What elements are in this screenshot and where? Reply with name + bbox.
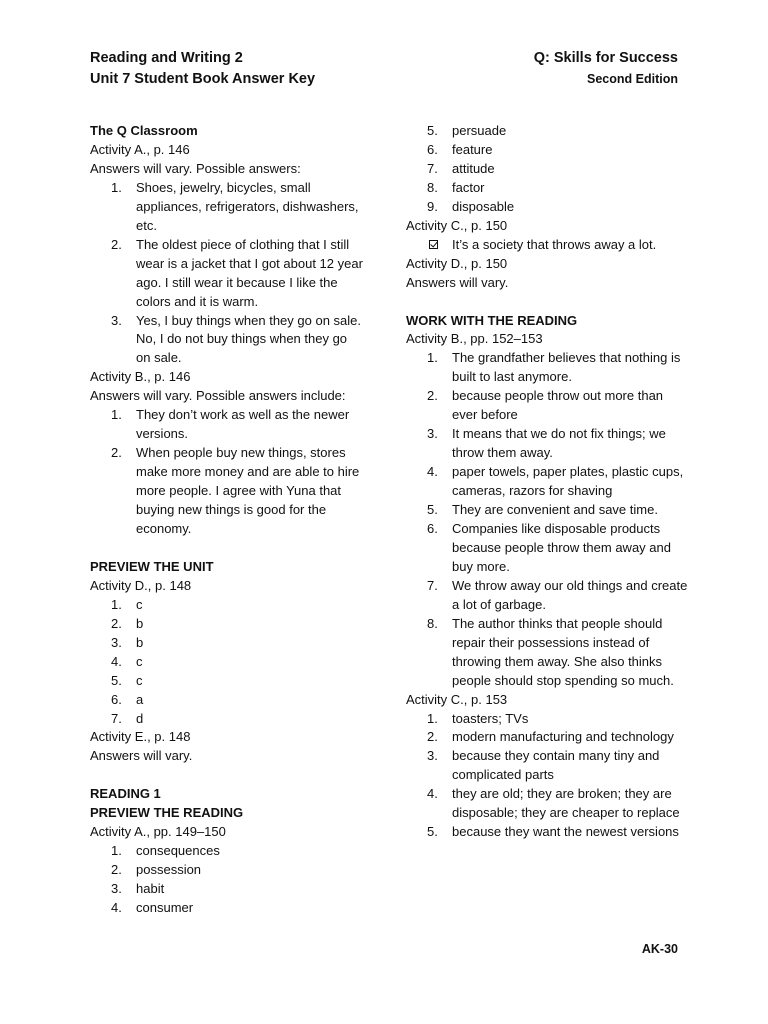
section-subheading: PREVIEW THE READING: [90, 805, 244, 821]
checkbox-checked-icon: [429, 240, 438, 249]
item-number: 6.: [111, 691, 122, 707]
item-number: 4.: [111, 900, 122, 916]
list-item: [406, 179, 688, 198]
item-text: b: [136, 615, 144, 631]
item-number: 1.: [111, 179, 122, 195]
list-item: [406, 747, 688, 785]
item-text: paper towels, paper plates, plastic cups, cameras, razors for shaving: [452, 464, 684, 499]
item-text: c: [136, 672, 143, 688]
item-text: It means that we do not fix things; we throw them away.: [452, 426, 666, 461]
list-item: [406, 122, 688, 141]
item-number: 3.: [111, 634, 122, 650]
item-text: habit: [136, 881, 165, 897]
item-number: 9.: [427, 198, 438, 214]
item-text: disposable: [452, 198, 515, 214]
item-text: attitude: [452, 160, 495, 176]
item-text: modern manufacturing and technology: [452, 729, 674, 745]
list-item: [406, 520, 688, 577]
section-heading: PREVIEW THE UNIT: [90, 558, 214, 574]
item-number: 8.: [427, 179, 438, 195]
answer-list: [406, 349, 688, 690]
item-number: 2.: [111, 236, 122, 252]
item-text: Yes, I buy things when they go on sale. No, I do not buy things when they go on sale.: [136, 312, 362, 366]
checked-answer: [406, 236, 688, 255]
item-text: persuade: [452, 123, 507, 138]
item-text: The oldest piece of clothing that I still wear is a jacket that I got about 12 year ago. I still wear it because I like the colors and it is warm.: [136, 236, 363, 309]
list-item: [90, 880, 365, 899]
activity-label: Activity D., p. 150: [406, 255, 508, 271]
item-text: they are old; they are broken; they are disposable; they are cheaper to replace: [452, 786, 680, 821]
item-number: 5.: [427, 502, 438, 518]
item-text: toasters; TVs: [452, 710, 529, 726]
item-text: factor: [452, 179, 485, 195]
item-number: 1.: [427, 350, 438, 366]
list-item: [90, 179, 365, 236]
item-text: c: [136, 596, 143, 612]
answer-list: [90, 179, 365, 369]
list-item: [406, 710, 688, 729]
document-title: [90, 48, 315, 90]
list-item: [406, 577, 688, 615]
answer-list: [90, 596, 365, 729]
activity-label: Activity A., p. 146: [90, 141, 190, 157]
item-number: 7.: [427, 160, 438, 176]
item-text: a: [136, 691, 144, 707]
activity-label: Activity D., p. 148: [90, 577, 192, 593]
right-column: [406, 122, 688, 842]
answer-list: [406, 710, 688, 843]
item-number: 5.: [427, 123, 438, 138]
list-item: [90, 312, 365, 369]
activity-note: Answers will vary.: [90, 748, 193, 764]
item-number: 1.: [111, 407, 122, 423]
item-text: consequences: [136, 843, 220, 859]
item-number: 1.: [111, 596, 122, 612]
item-number: 8.: [427, 615, 438, 631]
item-text: because they want the newest versions: [452, 824, 679, 840]
item-number: 4.: [427, 464, 438, 480]
activity-label: Activity A., pp. 149–150: [90, 824, 226, 840]
item-text: Shoes, jewelry, bicycles, small appliances, refrigerators, dishwashers, etc.: [136, 179, 359, 233]
item-number: 5.: [111, 672, 122, 688]
list-item: [406, 198, 688, 217]
item-text: They are convenient and save time.: [452, 502, 658, 518]
item-text: because people throw out more than ever before: [452, 388, 664, 423]
activity-label: Activity B., pp. 152–153: [406, 331, 543, 347]
list-item: [406, 141, 688, 160]
list-item: [90, 653, 365, 672]
item-number: 3.: [427, 748, 438, 764]
left-column: [90, 122, 365, 918]
list-item: [406, 160, 688, 179]
list-item: [90, 861, 365, 880]
item-number: 4.: [111, 653, 122, 669]
list-item: [90, 596, 365, 615]
item-number: 3.: [111, 881, 122, 897]
list-item: [406, 349, 688, 387]
activity-note: Answers will vary. Possible answers:: [90, 160, 301, 176]
list-item: [90, 691, 365, 710]
item-number: 1.: [427, 710, 438, 726]
answer-list: [90, 406, 365, 539]
item-text: The grandfather believes that nothing is built to last anymore.: [452, 350, 681, 385]
list-item: [406, 387, 688, 425]
series-brand: [534, 48, 678, 90]
item-number: 7.: [111, 710, 122, 726]
title-line-2: Unit 7 Student Book Answer Key: [90, 71, 316, 87]
brand-line-1: Q: Skills for Success: [533, 50, 678, 66]
checked-answer-text: It’s a society that throws away a lot.: [452, 236, 657, 252]
section-heading: WORK WITH THE READING: [406, 312, 578, 328]
list-item: [90, 615, 365, 634]
item-number: 4.: [427, 786, 438, 802]
activity-label: Activity B., p. 146: [90, 369, 191, 385]
item-text: They don’t work as well as the newer versions.: [136, 407, 350, 442]
activity-note: Answers will vary. Possible answers include:: [90, 388, 346, 404]
item-text: When people buy new things, stores make more money and are able to hire more people. I agree with Yuna that buying new things is good for the economy.: [136, 445, 360, 537]
list-item: [406, 615, 688, 691]
item-number: 7.: [427, 577, 438, 593]
list-item: [406, 425, 688, 463]
activity-label: Activity C., p. 150: [406, 217, 508, 233]
list-item: [90, 672, 365, 691]
item-text: consumer: [136, 900, 194, 916]
answer-list: [90, 842, 365, 918]
list-item: [406, 463, 688, 501]
item-text: We throw away our old things and create a lot of garbage.: [452, 577, 688, 612]
section-heading: READING 1: [90, 786, 161, 802]
list-item: [90, 444, 365, 539]
list-item: [90, 899, 365, 918]
item-text: possession: [136, 862, 202, 878]
item-number: 2.: [111, 445, 122, 461]
item-number: 1.: [111, 843, 122, 859]
item-number: 5.: [427, 824, 438, 840]
list-item: [90, 842, 365, 861]
item-text: feature: [452, 141, 493, 157]
activity-label: Activity E., p. 148: [90, 729, 191, 745]
item-number: 2.: [427, 729, 438, 745]
activity-note: Answers will vary.: [406, 274, 509, 290]
list-item: [406, 728, 688, 747]
answer-list: [406, 122, 688, 217]
list-item: [90, 236, 365, 312]
section-heading: The Q Classroom: [90, 123, 198, 138]
list-item: [90, 634, 365, 653]
item-number: 2.: [111, 862, 122, 878]
item-text: because they contain many tiny and complicated parts: [452, 748, 660, 783]
item-text: d: [136, 710, 144, 726]
item-number: 2.: [427, 388, 438, 404]
list-item: [90, 710, 365, 729]
brand-line-2: Second Edition: [587, 72, 678, 86]
item-number: 6.: [427, 141, 438, 157]
item-text: b: [136, 634, 144, 650]
item-number: 3.: [427, 426, 438, 442]
page-number: AK-30: [641, 942, 678, 956]
item-number: 2.: [111, 615, 122, 631]
title-line-1: Reading and Writing 2: [90, 50, 243, 66]
list-item: [406, 785, 688, 823]
item-text: Companies like disposable products because people throw them away and buy more.: [452, 521, 671, 574]
item-number: 6.: [427, 521, 438, 536]
item-number: 3.: [111, 312, 122, 328]
list-item: [406, 501, 688, 520]
item-text: The author thinks that people should repair their possessions instead of throwing them away. She also thinks people should stop spending so much.: [452, 615, 674, 688]
item-text: c: [136, 653, 143, 669]
list-item: [406, 823, 688, 842]
activity-label: Activity C., p. 153: [406, 691, 508, 707]
list-item: [90, 406, 365, 444]
